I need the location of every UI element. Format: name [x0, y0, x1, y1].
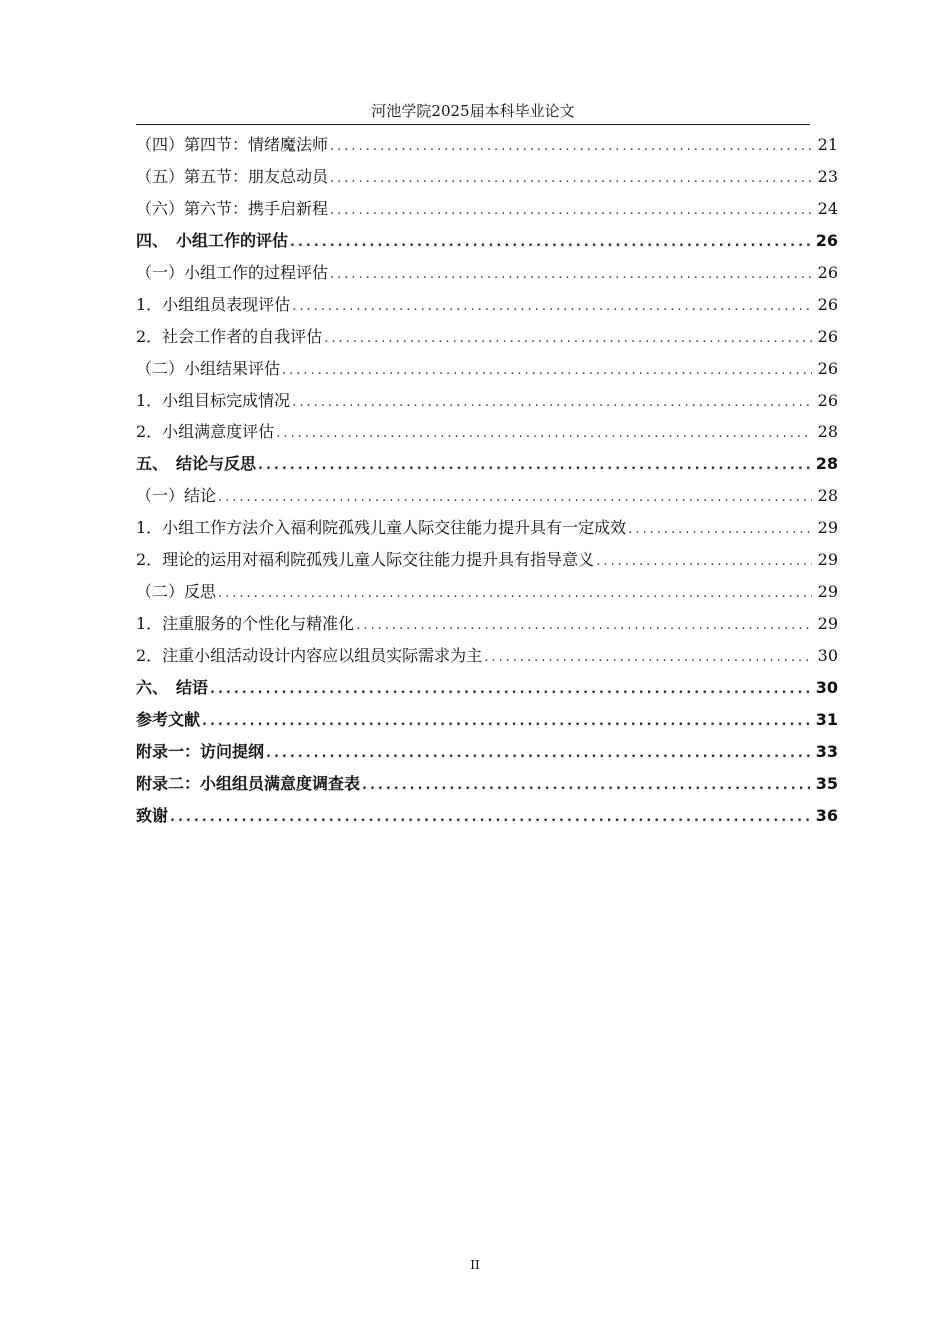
dot-leader [362, 770, 810, 802]
toc-entry-page: 30 [815, 677, 838, 697]
dot-leader [266, 738, 810, 770]
toc-entry[interactable] [136, 193, 838, 225]
toc-entry-title: 致谢 [136, 805, 169, 825]
toc-entry-title: 1．小组工作方法介入福利院孤残儿童人际交往能力提升具有一定成效 [136, 518, 627, 538]
toc-entry-page: 29 [817, 550, 838, 570]
dot-leader [596, 546, 811, 578]
toc-entry-title: 四、 小组工作的评估 [136, 230, 289, 250]
toc-entry[interactable] [136, 225, 838, 257]
dot-leader [218, 482, 812, 514]
toc-entry-page: 28 [815, 454, 838, 474]
toc-entry[interactable] [136, 640, 838, 672]
dot-leader [292, 291, 811, 323]
toc-entry-title: 附录一：访问提纲 [136, 741, 265, 761]
toc-entry-page: 26 [817, 262, 838, 282]
dot-leader [202, 706, 810, 738]
dot-leader [218, 578, 812, 610]
toc-entry-title: （五）第五节：朋友总动员 [136, 166, 329, 186]
toc-entry[interactable] [136, 544, 838, 576]
dot-leader [330, 259, 812, 291]
toc-entry-page: 26 [817, 326, 838, 346]
dot-leader [210, 674, 810, 706]
toc-entry[interactable] [136, 385, 838, 417]
toc-entry-title: （四）第四节：情绪魔法师 [136, 135, 329, 154]
toc-entry-page: 35 [815, 773, 838, 793]
toc-entry-page: 21 [817, 135, 838, 154]
toc-entry-title: （六）第六节：携手启新程 [136, 198, 329, 218]
dot-leader [282, 355, 812, 387]
dot-leader [170, 802, 810, 834]
toc-entry[interactable] [136, 353, 838, 385]
dot-leader [290, 227, 810, 259]
toc-entry-title: 附录二：小组组员满意度调查表 [136, 773, 361, 793]
toc-entry-title: （二）小组结果评估 [136, 358, 281, 378]
dot-leader [330, 163, 812, 195]
toc-entry-title: 参考文献 [136, 709, 201, 729]
toc-entry-title: 2．小组满意度评估 [136, 422, 275, 442]
dot-leader [484, 642, 811, 674]
toc-entry[interactable] [136, 512, 838, 544]
toc-entry[interactable] [136, 289, 838, 321]
toc-entry[interactable] [136, 480, 838, 512]
toc-entry-title: 1．注重服务的个性化与精准化 [136, 614, 355, 634]
toc-entry[interactable] [136, 448, 838, 480]
dot-leader [276, 418, 811, 450]
toc-entry[interactable] [136, 161, 838, 193]
toc-entry-page: 29 [817, 518, 838, 538]
dot-leader [292, 387, 811, 419]
toc-entry-page: 33 [815, 741, 838, 761]
toc-entry-title: （一）结论 [136, 486, 217, 506]
toc-entry-page: 30 [817, 646, 838, 665]
toc-entry-page: 23 [817, 166, 838, 186]
toc-entry-page: 26 [815, 230, 838, 250]
toc-entry[interactable] [136, 768, 838, 800]
toc-entry-title: （二）反思 [136, 582, 217, 602]
toc-entry-page: 28 [817, 422, 838, 442]
table-of-contents [136, 129, 838, 832]
dot-leader [324, 323, 811, 355]
toc-entry-page: 29 [817, 582, 838, 602]
dot-leader [628, 514, 811, 546]
toc-entry-page: 29 [817, 614, 838, 634]
toc-entry[interactable] [136, 736, 838, 768]
toc-entry[interactable] [136, 608, 838, 640]
toc-entry-title: 五、 结论与反思 [136, 454, 257, 474]
toc-entry-title: 2．理论的运用对福利院孤残儿童人际交往能力提升具有指导意义 [136, 550, 595, 570]
dot-leader [330, 195, 812, 227]
toc-entry-page: 36 [815, 805, 838, 825]
toc-entry-page: 28 [817, 486, 838, 506]
toc-entry[interactable] [136, 129, 838, 161]
toc-entry[interactable] [136, 321, 838, 353]
toc-entry-page: 26 [817, 358, 838, 378]
toc-entry[interactable] [136, 416, 838, 448]
dot-leader [356, 610, 811, 642]
toc-entry-title: 1．小组组员表现评估 [136, 294, 291, 314]
dot-leader [330, 131, 812, 163]
toc-entry-title: 六、 结语 [136, 677, 209, 697]
toc-entry-title: （一）小组工作的过程评估 [136, 262, 329, 282]
toc-entry-title: 2．社会工作者的自我评估 [136, 326, 323, 346]
toc-entry-page: 26 [817, 390, 838, 410]
toc-entry[interactable] [136, 672, 838, 704]
toc-entry-page: 24 [817, 198, 838, 218]
toc-entry-page: 26 [817, 294, 838, 314]
running-header: 河池学院2025届本科毕业论文 [136, 98, 810, 125]
toc-entry-title: 2．注重小组活动设计内容应以组员实际需求为主 [136, 646, 483, 665]
toc-entry[interactable] [136, 257, 838, 289]
toc-entry-page: 31 [815, 709, 838, 729]
dot-leader [258, 450, 810, 482]
toc-entry[interactable] [136, 576, 838, 608]
toc-entry[interactable] [136, 800, 838, 832]
page-number: II [470, 1258, 480, 1272]
toc-entry[interactable] [136, 704, 838, 736]
toc-entry-title: 1．小组目标完成情况 [136, 390, 291, 410]
